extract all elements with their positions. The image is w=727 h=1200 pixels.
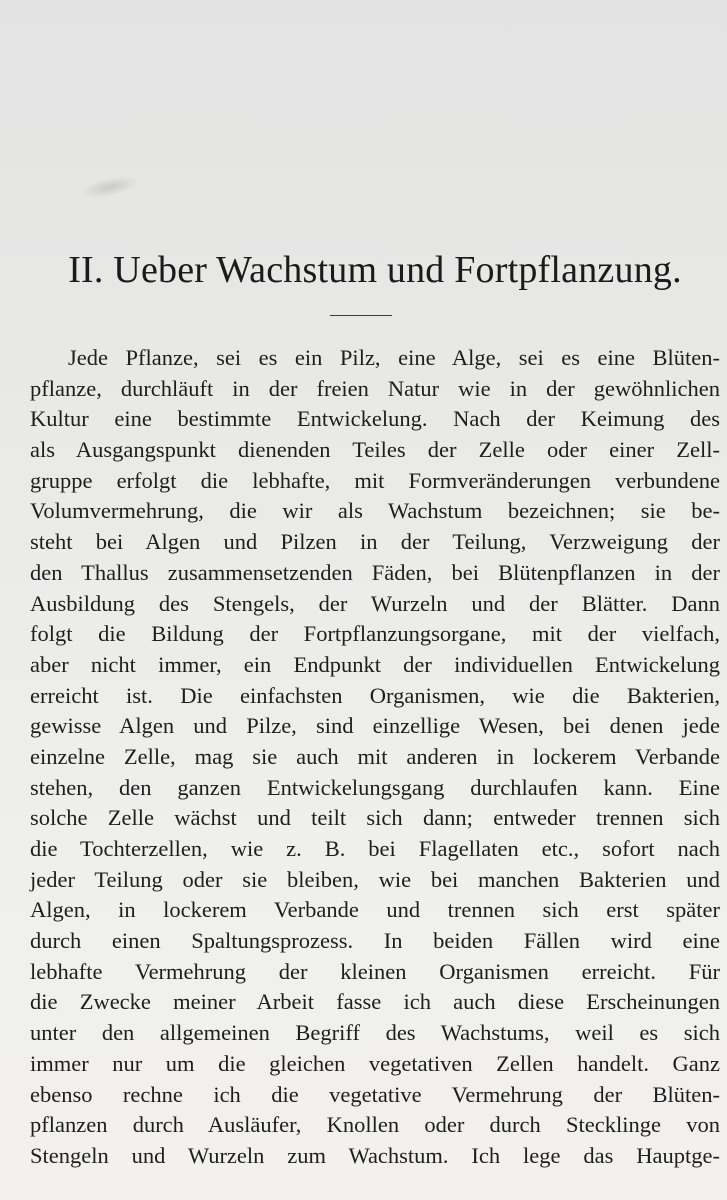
paragraph-line: folgt die Bildung der Fortpflanzungsorgane, mit der vielfach, [30,621,720,647]
chapter-paragraph [30,343,720,1172]
paragraph-line: erreicht ist. Die einfachsten Organismen, wie die Bakterien, [30,682,720,708]
paragraph-line: jeder Teilung oder sie bleiben, wie bei manchen Bakterien und [30,866,720,892]
paragraph-line: Volumvermehrung, die wir als Wachstum bezeichnen; sie be- [30,498,720,524]
paragraph-line: gewisse Algen und Pilze, sind einzellige Wesen, bei denen jede [30,713,720,739]
paragraph-line: Stengeln und Wurzeln zum Wachstum. Ich lege das Hauptge- [30,1142,720,1168]
paragraph-line: ebenso rechne ich die vegetative Vermehrung der Blüten- [30,1081,720,1107]
paragraph-line: Algen, in lockerem Verbande und trennen sich erst später [30,897,720,923]
paragraph-line: Jede Pflanze, sei es ein Pilz, eine Alge, sei es eine Blüten- [68,345,720,370]
paragraph-line: Ausbildung des Stengels, der Wurzeln und der Blätter. Dann [30,590,720,616]
paper-smudge [79,172,141,202]
chapter-heading: II. Ueber Wachstum und Fortpflanzung. [68,249,682,291]
paragraph-line: pflanze, durchläuft in der freien Natur wie in der gewöhnlichen [30,375,720,401]
paragraph-line: steht bei Algen und Pilzen in der Teilung, Verzweigung der [30,529,720,555]
paragraph-line: die Zwecke meiner Arbeit fasse ich auch diese Erscheinungen [30,989,720,1015]
paragraph-line: stehen, den ganzen Entwickelungsgang durchlaufen kann. Eine [30,774,720,800]
paragraph-line: aber nicht immer, ein Endpunkt der individuellen Entwickelung [30,651,720,677]
paragraph-line: gruppe erfolgt die lebhafte, mit Formveränderungen verbundene [30,467,720,493]
paragraph-line: immer nur um die gleichen vegetativen Zellen handelt. Ganz [30,1050,720,1076]
heading-divider [330,315,392,316]
paragraph-line: durch einen Spaltungsprozess. In beiden Fällen wird eine [30,928,720,954]
paragraph-line: solche Zelle wächst und teilt sich dann; entweder trennen sich [30,805,720,831]
paragraph-line: als Ausgangspunkt dienenden Teiles der Zelle oder einer Zell- [30,437,720,463]
paragraph-line: pflanzen durch Ausläufer, Knollen oder durch Stecklinge von [30,1112,720,1138]
paragraph-line: Kultur eine bestimmte Entwickelung. Nach der Keimung des [30,406,720,432]
paragraph-line: lebhafte Vermehrung der kleinen Organismen erreicht. Für [30,958,720,984]
paragraph-line: den Thallus zusammensetzenden Fäden, bei Blütenpflanzen in der [30,559,720,585]
paragraph-line: einzelne Zelle, mag sie auch mit anderen in lockerem Verbande [30,743,720,769]
paragraph-line: unter den allgemeinen Begriff des Wachstums, weil es sich [30,1020,720,1046]
paragraph-line: die Tochterzellen, wie z. B. bei Flagellaten etc., sofort nach [30,836,720,861]
